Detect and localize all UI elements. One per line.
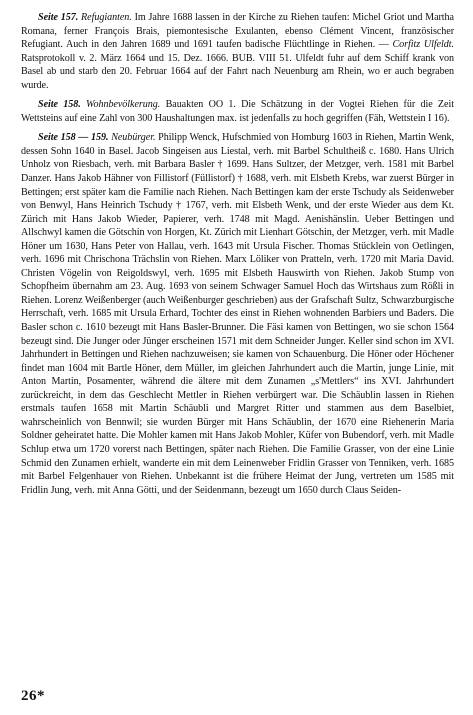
page-reference: Seite 158. <box>38 99 81 111</box>
topic-heading-inline: Corfitz Ulfeldt. <box>392 39 454 51</box>
paragraph-text: Bauakten OO 1. Die Schätzung in der Vogtei Riehen für die Zeit Wettsteins auf eine Zahl von 300 Haushaltungen max. ist jedenfalls zu hoch gegriffen (Fäh, Wettstein I 16). <box>21 99 454 124</box>
page-reference: Seite 157. <box>38 12 79 23</box>
page-reference: Seite 158 — 159. <box>38 132 109 144</box>
page-number: 26* <box>21 688 45 704</box>
paragraph-text: Im Jahre 1688 lassen in der Kirche zu Riehen taufen: Michel Griot und Martha Romana, ferner François Brais, piemontesische Exulanten, ebenso Clément Vincent, französischer Refugiant. Auch in den Jahren 1689 und 1691 taufen badische Flüchtlinge in Riehen. — <box>21 12 454 51</box>
paragraph-refugianten <box>21 11 454 92</box>
topic-heading: Refugianten. <box>81 12 132 23</box>
paragraph-text: Ratsprotokoll v. 2. März 1664 und 15. Dez. 1666. BUB. VIII 51. Ulfeldt fuhr auf dem Schiff krank von Basel ab und starb den 20. Februar 1664 auf der Fahrt nach Neuenburg am Rhein, wo er auch begraben wurde. <box>21 52 454 91</box>
topic-heading: Wohnbevölkerung. <box>86 99 161 111</box>
paragraph-text: Philipp Wenck, Hufschmied von Homburg 1603 in Riehen, Martin Wenk, dessen Sohn 1640 in Basel. Jacob Singeisen aus Liestal, verh. mit Barbel Schultheiß c. 1680. Hans Ulrich Unholz von Riesbach, verh. mit Barbara Basler † 1699. Hans Sultzer, der Metzger, verh. 1581 mit Barbel Danzer. Hans Jakob Hähner von Fillistorf (Füllistorf) † 1688, verh. mit Elsbeth Krebs, war zuerst Bürger in Bettingen; erst später kam die Familie nach Riehen. Nach Bettingen kam der erste Tschudy als Seidenweber von Benwyl, Hans Heinrich Tschudy † 1767, verh. mit Elsbeth Wenk, und der erste Wieder aus dem Kt. Zürich mit Hans Jakob Wieder, Papierer, verh. 1748 mit Magd. Aenishänslin. Ueber Bettingen und Allschwyl kamen die Götschin von Horgen, Kt. Zürich mit Lienhart Götschin, der Metzger, verh. mit Madle Höner um 1630, Hans Peter von Hallau, verh. 1643 mit Ursula Fischer. Thomas Stücklein von Oetlingen, verh. 1696 mit Chrischona Trächslin von Riehen. Marx Löliker von Pratteln, verh. 1720 mit Maria David. Christen Vögelin von Reigoldswyl, verh. 1695 mit Elsbeth Hauswirth von Riehen. Jakob Stump von Schopfheim übernahm am 23. Aug. 1693 von seinem Schwager Samuel Hoch das Wirtshaus zum Rößli in Riehen. Lorenz Weißenberger (auch Weißenburger geschrieben) aus der Grafschaft Sultz, Schwarzburgische Herrschaft, verh. 1685 mit Ursula Erhard, Tochter des einst in Riehen wohnenden Barbiers und Baders. Die Basler schon c. 1610 bezeugt mit Hans Basler-Brunner. Die Fäsi kamen von Bettingen, wo sie schon 1564 bezeugt sind. Die Junger oder Jünger erscheinen 1571 mit dem Schneider Junger. Keller sind schon im XVI. Jahrhundert in Bettingen und Riehen nachzuweisen; sie kamen von Schauenburg. Die Höner oder Höchener findet man 1604 mit Bartle Höner, dem Müller, im gleichen Jahrhundert auch die Martin, junge Linie, mit Anton Martin, Posamenter, während die ältere mit dem Zunamen „s'Mettlers“ ins XVI. Jahrhundert zurückreicht, in dem das Geschlecht Mettler in Riehen verbürgert war. Die Schäublin lassen in Riehen erstmals taufen 1658 mit Martin Schäubli und Margret Ritter und stammen aus dem Baselbiet, wahrscheinlich von Bennwil; sie wurden Bürger mit Hans Schäublin, der 1670 eine Riehenerin Maria Soldner geheiratet hatte. Die Mohler kamen mit Hans Jakob Mohler, Küfer von Bubendorf, verh. mit Madle Schlup etwa um 1720 vorerst nach Bettingen, später nach Riehen. Die Familie Grasser, von der eine Linie Schmid den Zunamen erhielt, wanderte ein mit dem Leinenweber Fridlin Grasser von Tenniken, verh. 1685 mit Barbel Felgenhauer von Riehen. Unbekannt ist die frühere Heimat der Jung, vertreten um 1585 mit Fridlin Jung, verh. mit Anna Götti, und der Seidenmann, bezeugt um 1650 durch Claus Seiden- <box>21 132 454 496</box>
topic-heading: Neubürger. <box>111 132 156 144</box>
paragraph-neubuerger <box>21 131 454 497</box>
paragraph-wohnbevoelkerung <box>21 98 454 125</box>
